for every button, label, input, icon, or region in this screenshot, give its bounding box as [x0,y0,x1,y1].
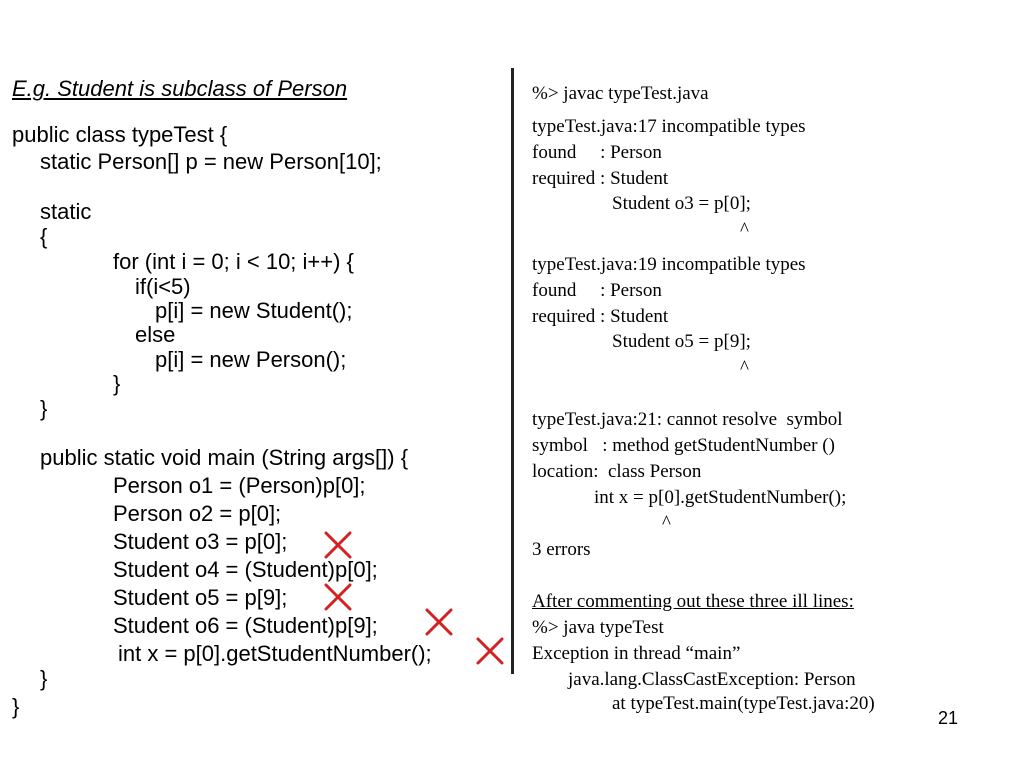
output-line: required : Student [532,306,669,327]
code-line: p[i] = new Student(); [155,298,353,323]
code-line: if(i<5) [135,274,191,299]
code-line: Person o2 = p[0]; [113,501,282,526]
output-line: found : Person [532,280,662,301]
code-line: static Person[] p = new Person[10]; [40,149,382,174]
output-line: %> javac typeTest.java [532,83,709,104]
code-line: } [40,396,48,421]
slide-heading: E.g. Student is subclass of Person [12,76,348,101]
output-line: Exception in thread “main” [532,643,741,664]
output-line: Student o3 = p[0]; [612,193,751,214]
output-line: java.lang.ClassCastException: Person [568,669,856,690]
output-line: %> java typeTest [532,617,664,638]
output-line: typeTest.java:21: cannot resolve symbol [532,409,843,430]
output-line: symbol : method getStudentNumber () [532,435,835,456]
output-line: ^ [740,357,749,378]
code-line: static [40,199,92,224]
code-line: else [135,322,176,347]
output-line: 3 errors [532,539,591,560]
output-line: typeTest.java:19 incompatible types [532,254,806,275]
code-line: Person o1 = (Person)p[0]; [113,473,366,498]
output-line: location: class Person [532,461,702,482]
code-line: public static void main (String args[]) { [40,445,409,470]
code-line: } [12,694,20,719]
output-line: required : Student [532,168,669,189]
output-line: ^ [740,219,749,240]
output-line: typeTest.java:17 incompatible types [532,116,806,137]
page-number: 21 [938,708,959,728]
output-line: After commenting out these three ill lines: [532,591,854,612]
code-line: } [113,371,121,396]
code-line: int x = p[0].getStudentNumber(); [118,641,432,666]
code-line: Student o5 = p[9]; [113,585,288,610]
code-line: Student o3 = p[0]; [113,529,288,554]
code-line: } [40,666,48,691]
output-line: found : Person [532,142,662,163]
code-line: { [40,224,48,249]
output-line: at typeTest.main(typeTest.java:20) [612,693,875,714]
code-line: Student o4 = (Student)p[0]; [113,557,378,582]
output-line: ^ [662,512,671,533]
code-line: for (int i = 0; i < 10; i++) { [113,249,354,274]
code-line: Student o6 = (Student)p[9]; [113,613,378,638]
output-line: int x = p[0].getStudentNumber(); [594,487,847,508]
code-line: public class typeTest { [12,122,228,147]
output-line: Student o5 = p[9]; [612,331,751,352]
code-line: p[i] = new Person(); [155,347,347,372]
